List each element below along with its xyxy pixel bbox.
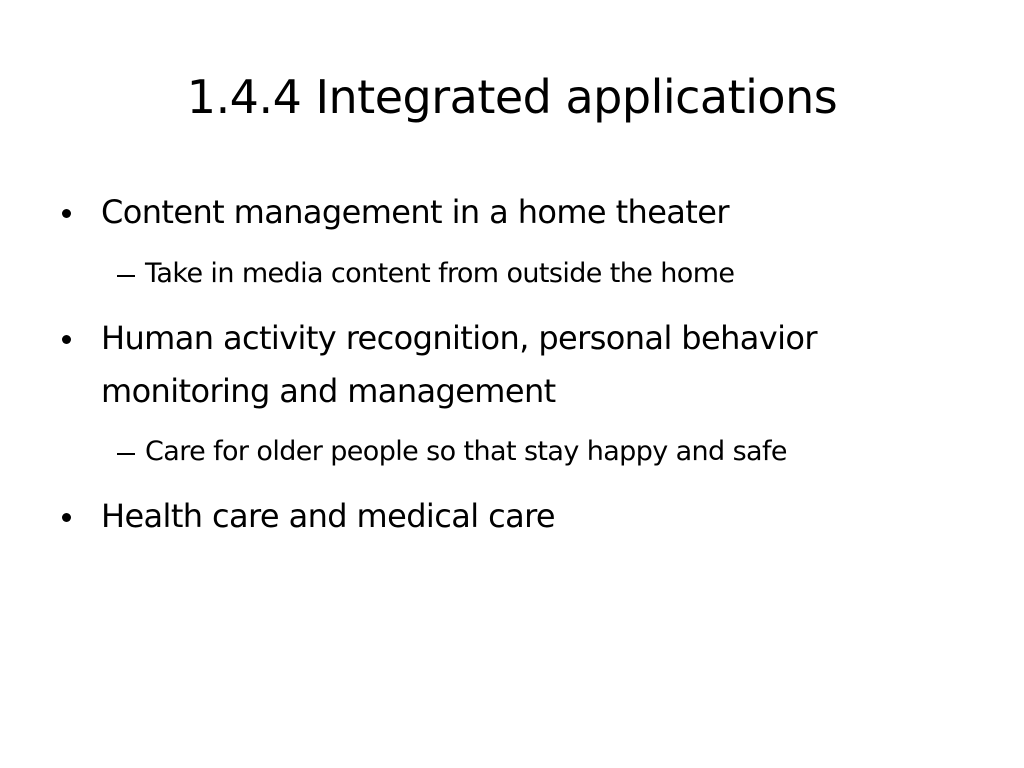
sub-bullet-text: Care for older people so that stay happy and safe	[145, 436, 787, 467]
bullet-text: Human activity recognition, personal behavior	[101, 319, 817, 357]
bullet-icon	[62, 209, 71, 218]
dash-icon	[117, 275, 135, 277]
sub-bullet-text: Take in media content from outside the home	[145, 258, 735, 289]
bullet-icon	[62, 513, 71, 522]
bullet-text-continued: monitoring and management	[101, 372, 556, 410]
bullet-text: Content management in a home theater	[101, 193, 729, 231]
bullet-icon	[62, 335, 71, 344]
bullet-text: Health care and medical care	[101, 497, 556, 535]
slide-title: 1.4.4 Integrated applications	[186, 70, 838, 124]
dash-icon	[117, 453, 135, 455]
